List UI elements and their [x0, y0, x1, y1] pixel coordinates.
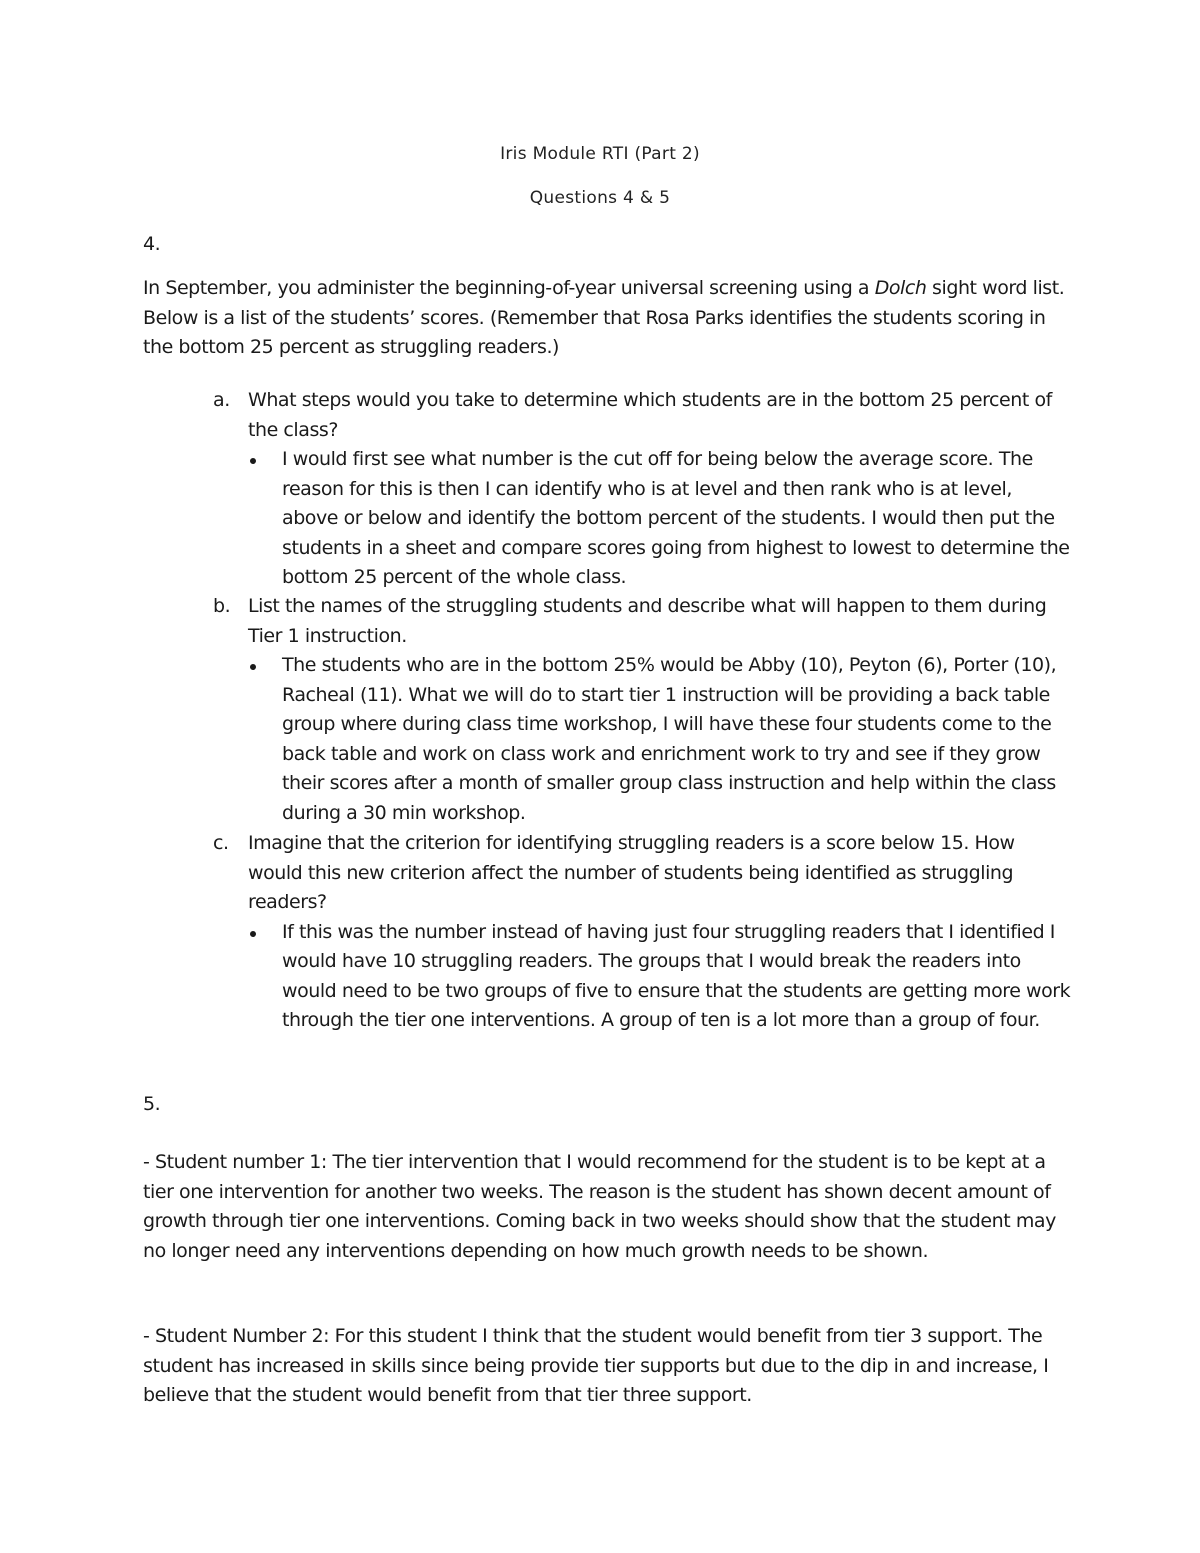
part-b-answer	[143, 651, 1073, 828]
question-4-part-c	[143, 829, 1073, 1036]
document-title: Iris Module RTI (Part 2)	[500, 144, 700, 164]
part-b-letter: b.	[213, 595, 231, 617]
bullet-icon	[250, 931, 256, 937]
question-4-intro	[143, 274, 1068, 363]
question-4-part-b	[143, 592, 1073, 828]
part-a-letter: a.	[213, 389, 230, 411]
student-1-paragraph: - Student number 1: The tier intervention that I would recommend for the student is to be kept at a tier one intervention for another two weeks. The reason is the student has shown decent amount of growth through tier one interventions. Coming back in two weeks should show that the student may no longer need any interventions depending on how much growth needs to be shown.	[143, 1151, 1056, 1262]
bullet-icon	[250, 664, 256, 670]
question-4-number: 4.	[143, 233, 161, 255]
bullet-icon	[250, 458, 256, 464]
part-b-question	[143, 592, 1073, 651]
part-b-question-text: List the names of the struggling students and describe what will happen to them during Tier 1 instruction.	[248, 595, 1047, 647]
student-2-paragraph: - Student Number 2: For this student I think that the student would benefit from tier 3 support. The student has increased in skills since being provide tier supports but due to the dip in and increase, I believe that the student would benefit from that tier three support.	[143, 1325, 1049, 1406]
part-c-question	[143, 829, 1073, 918]
part-a-answer-text: I would first see what number is the cut off for being below the average score. The reason for this is then I can identify who is at level and then rank who is at level, above or below and identify the bottom percent of the students. I would then put the students in a sheet and compare scores going from highest to lowest to determine the bottom 25 percent of the whole class.	[282, 448, 1070, 588]
intro-text-end: sight word list. Below is a list of the students’ scores. (Remember that Rosa Parks identifies the students scoring in the bottom 25 percent as struggling readers.)	[143, 277, 1065, 358]
intro-text-start: In September, you administer the beginning-of-year universal screening using a	[143, 277, 875, 299]
intro-italic-term: Dolch	[874, 277, 927, 299]
part-a-question	[143, 386, 1073, 445]
part-c-answer	[143, 918, 1073, 1036]
part-c-question-text: Imagine that the criterion for identifying struggling readers is a score below 15. How would this new criterion affect the number of students being identified as struggling readers?	[248, 832, 1015, 913]
part-a-question-text: What steps would you take to determine which students are in the bottom 25 percent of the class?	[248, 389, 1052, 441]
document-subtitle: Questions 4 & 5	[529, 188, 671, 208]
part-b-answer-text: The students who are in the bottom 25% would be Abby (10), Peyton (6), Porter (10), Racheal (11). What we will do to start tier 1 instruction will be providing a back table group where during class time workshop, I will have these four students come to the back table and work on class work and enrichment work to try and see if they grow their scores after a month of smaller group class instruction and help within the class during a 30 min workshop.	[282, 654, 1057, 824]
question-4-part-a	[143, 386, 1073, 593]
part-c-answer-text: If this was the number instead of having just four struggling readers that I identified I would have 10 struggling readers. The groups that I would break the readers into would need to be two groups of five to ensure that the students are getting more work through the tier one interventions. A group of ten is a lot more than a group of four.	[282, 920, 1071, 1031]
part-a-answer	[143, 445, 1073, 593]
part-c-letter: c.	[213, 832, 229, 854]
question-5-number: 5.	[143, 1093, 161, 1115]
